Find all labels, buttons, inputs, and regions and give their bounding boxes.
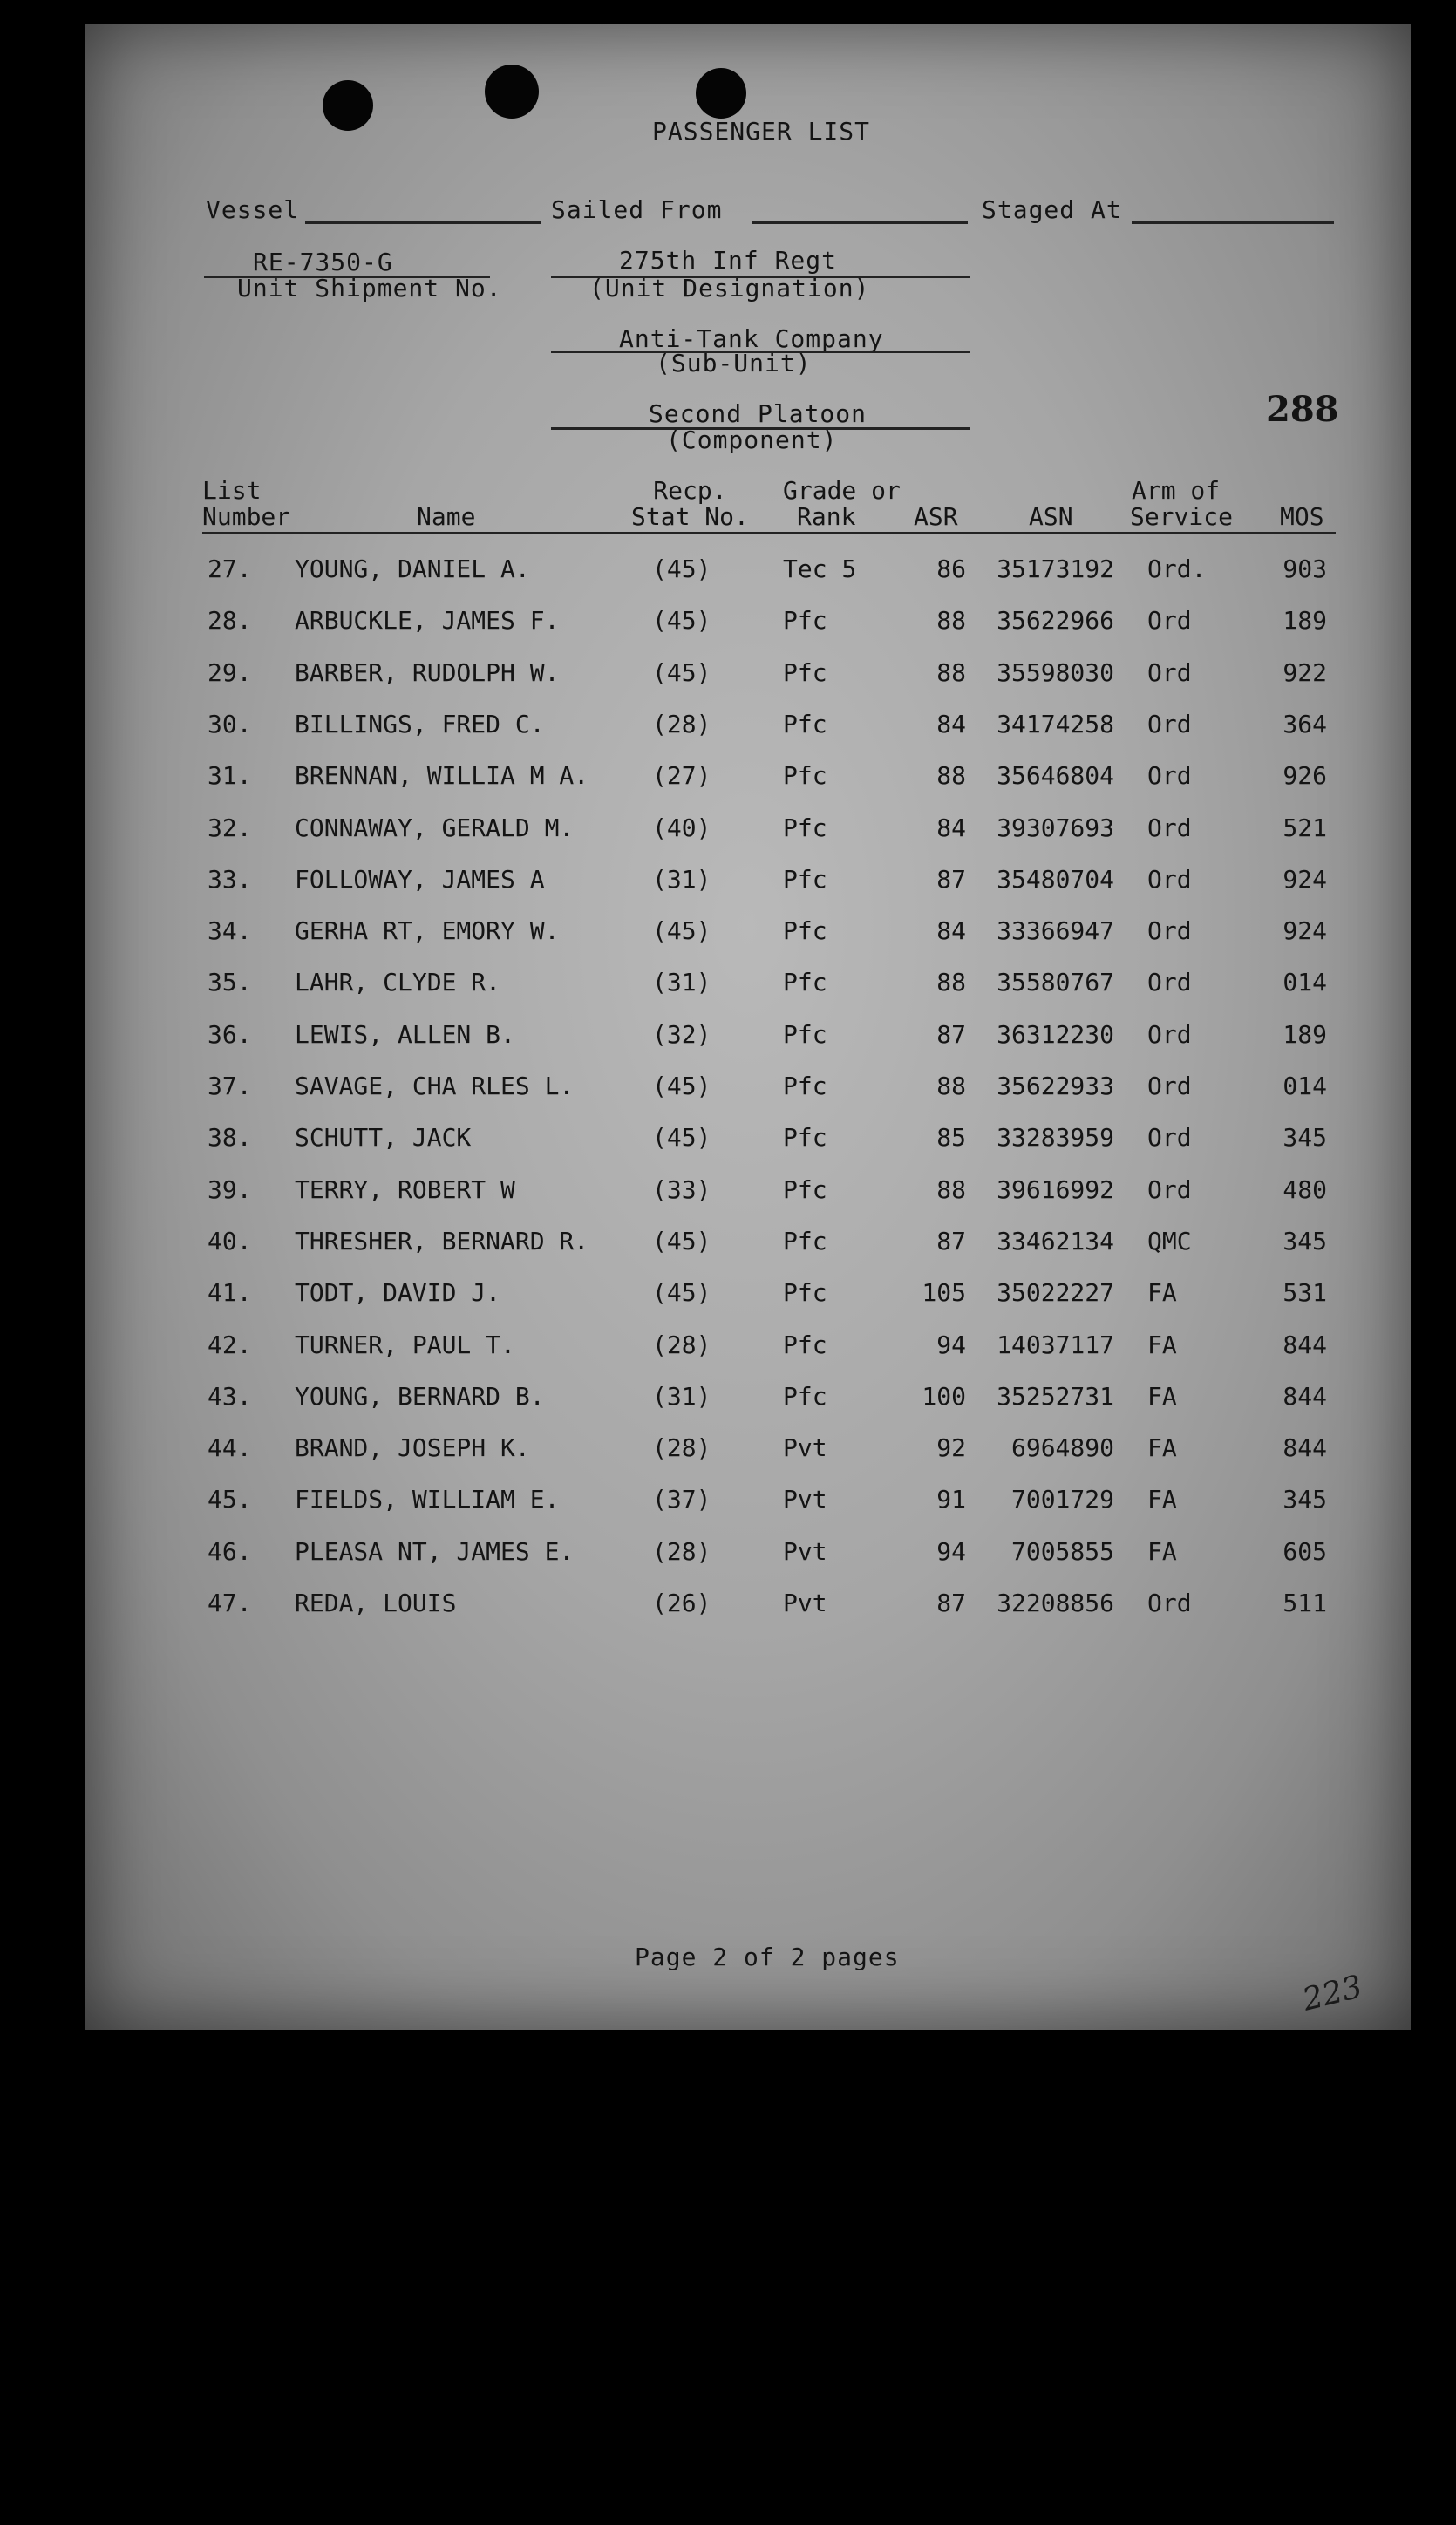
row-grade-rank: Pvt [783, 1485, 827, 1514]
row-arm-of-service: Ord [1147, 761, 1192, 791]
row-asr: 100 [922, 1381, 966, 1411]
row-grade-rank: Pfc [783, 916, 827, 946]
row-arm-of-service: Ord [1147, 1174, 1192, 1204]
row-grade-rank: Pfc [783, 1019, 827, 1049]
header-underline [202, 532, 1336, 534]
row-arm-of-service: Ord [1147, 968, 1192, 997]
row-grade-rank: Pfc [783, 1278, 827, 1308]
row-recp-stat: (28) [652, 709, 711, 738]
row-mos: 014 [1283, 968, 1327, 997]
col-grade-rank: Grade or Rank [783, 476, 901, 531]
row-mos: 926 [1283, 761, 1327, 791]
row-arm-of-service: Ord [1147, 606, 1192, 636]
table-row [85, 555, 1411, 589]
row-name: REDA, LOUIS [295, 1589, 457, 1617]
row-mos: 364 [1283, 709, 1327, 738]
unit-designation-label: (Unit Designation) [589, 274, 870, 303]
table-row [85, 606, 1411, 641]
row-grade-rank: Pfc [783, 813, 827, 842]
row-asn: 32208856 [997, 1589, 1114, 1617]
staged-at-label: Staged At [982, 195, 1122, 224]
row-asn: 33366947 [997, 916, 1114, 946]
row-number: 33. [208, 864, 252, 894]
row-asn: 35646804 [997, 761, 1114, 791]
row-mos: 924 [1283, 864, 1327, 894]
row-grade-rank: Pfc [783, 761, 827, 791]
unit-shipment-value: RE-7350-G [253, 248, 393, 276]
row-name: LEWIS, ALLEN B. [295, 1019, 515, 1049]
row-recp-stat: (33) [652, 1174, 711, 1204]
row-number: 30. [208, 709, 252, 738]
table-row [85, 1537, 1411, 1572]
row-recp-stat: (31) [652, 968, 711, 997]
row-arm-of-service: Ord [1147, 657, 1192, 687]
row-recp-stat: (45) [652, 555, 711, 583]
col-name: Name [417, 502, 476, 531]
row-recp-stat: (45) [652, 1226, 711, 1256]
table-row [85, 658, 1411, 693]
row-number: 37. [208, 1072, 252, 1100]
row-recp-stat: (45) [652, 1278, 711, 1308]
row-grade-rank: Pfc [783, 968, 827, 997]
row-asr: 87 [936, 1589, 966, 1617]
row-arm-of-service: Ord [1147, 813, 1192, 842]
row-asn: 35252731 [997, 1381, 1114, 1411]
row-name: YOUNG, DANIEL A. [295, 555, 530, 583]
row-asr: 85 [936, 1123, 966, 1153]
row-asn: 34174258 [997, 709, 1114, 738]
row-asr: 94 [936, 1536, 966, 1566]
row-asr: 86 [936, 555, 966, 583]
sub-unit-label: (Sub-Unit) [656, 349, 812, 378]
row-arm-of-service: QMC [1147, 1226, 1192, 1256]
table-row [85, 1382, 1411, 1417]
punch-hole-center [485, 65, 539, 119]
row-mos: 189 [1283, 1019, 1327, 1049]
punch-hole-left [323, 80, 373, 131]
row-grade-rank: Pfc [783, 709, 827, 738]
row-mos: 189 [1283, 606, 1327, 636]
row-name: BRAND, JOSEPH K. [295, 1433, 530, 1463]
row-mos: 605 [1283, 1536, 1327, 1566]
row-recp-stat: (28) [652, 1433, 711, 1463]
row-number: 43. [208, 1381, 252, 1411]
col-list-number: List Number [202, 476, 291, 531]
row-number: 29. [208, 657, 252, 687]
row-mos: 844 [1283, 1330, 1327, 1359]
row-number: 34. [208, 916, 252, 946]
component-label: (Component) [666, 425, 838, 454]
row-asn: 35173192 [997, 555, 1114, 583]
col-arm-of-service: Arm of Service [1130, 476, 1234, 531]
row-asn: 36312230 [997, 1019, 1114, 1049]
row-grade-rank: Pfc [783, 1123, 827, 1153]
row-asn: 35022227 [997, 1278, 1114, 1308]
row-grade-rank: Pfc [783, 1226, 827, 1256]
row-number: 27. [208, 555, 252, 583]
row-arm-of-service: FA [1147, 1278, 1177, 1308]
row-grade-rank: Pfc [783, 1174, 827, 1204]
table-row [85, 1433, 1411, 1468]
row-asn: 35580767 [997, 968, 1114, 997]
row-mos: 521 [1283, 813, 1327, 842]
row-mos: 345 [1283, 1123, 1327, 1153]
row-grade-rank: Pfc [783, 1072, 827, 1100]
col-recp-stat: Recp. Stat No. [631, 476, 749, 531]
row-asr: 88 [936, 761, 966, 791]
row-grade-rank: Pfc [783, 864, 827, 894]
row-name: ARBUCKLE, JAMES F. [295, 606, 560, 636]
row-arm-of-service: FA [1147, 1330, 1177, 1359]
row-number: 36. [208, 1019, 252, 1049]
row-name: SCHUTT, JACK [295, 1123, 472, 1153]
row-name: BRENNAN, WILLIA M A. [295, 761, 589, 791]
row-name: SAVAGE, CHA RLES L. [295, 1072, 575, 1100]
row-mos: 922 [1283, 657, 1327, 687]
document-title: PASSENGER LIST [652, 117, 871, 146]
row-name: FOLLOWAY, JAMES A [295, 864, 545, 894]
row-recp-stat: (45) [652, 657, 711, 687]
row-name: TURNER, PAUL T. [295, 1330, 515, 1359]
row-number: 38. [208, 1123, 252, 1153]
row-asn: 14037117 [997, 1330, 1114, 1359]
row-asn: 39616992 [997, 1174, 1114, 1204]
row-arm-of-service: Ord [1147, 1072, 1192, 1100]
row-arm-of-service: Ord [1147, 916, 1192, 946]
col-asr: ASR [914, 502, 958, 531]
table-row [85, 1123, 1411, 1158]
row-recp-stat: (37) [652, 1485, 711, 1514]
row-mos: 924 [1283, 916, 1327, 946]
row-mos: 531 [1283, 1278, 1327, 1308]
row-arm-of-service: FA [1147, 1485, 1177, 1514]
row-grade-rank: Pvt [783, 1536, 827, 1566]
sailed-from-blank-line [752, 221, 968, 224]
row-arm-of-service: FA [1147, 1381, 1177, 1411]
row-asr: 87 [936, 1226, 966, 1256]
table-row [85, 1020, 1411, 1055]
row-number: 28. [208, 606, 252, 636]
row-arm-of-service: Ord [1147, 1019, 1192, 1049]
page-footer: Page 2 of 2 pages [635, 1943, 900, 1971]
staged-at-blank-line [1132, 221, 1334, 224]
row-number: 31. [208, 761, 252, 791]
table-row [85, 1485, 1411, 1520]
row-recp-stat: (27) [652, 761, 711, 791]
row-arm-of-service: Ord [1147, 1589, 1192, 1617]
punch-hole-right [696, 68, 746, 119]
table-row [85, 813, 1411, 848]
table-row [85, 1589, 1411, 1623]
row-name: BILLINGS, FRED C. [295, 709, 545, 738]
row-name: TODT, DAVID J. [295, 1278, 501, 1308]
row-name: CONNAWAY, GERALD M. [295, 813, 575, 842]
row-recp-stat: (45) [652, 1123, 711, 1153]
row-name: PLEASA NT, JAMES E. [295, 1536, 575, 1566]
row-name: THRESHER, BERNARD R. [295, 1226, 589, 1256]
row-name: YOUNG, BERNARD B. [295, 1381, 545, 1411]
row-arm-of-service: FA [1147, 1433, 1177, 1463]
row-grade-rank: Pfc [783, 657, 827, 687]
row-recp-stat: (45) [652, 1072, 711, 1100]
row-grade-rank: Tec 5 [783, 555, 857, 583]
row-grade-rank: Pfc [783, 1381, 827, 1411]
table-row [85, 1175, 1411, 1210]
row-recp-stat: (32) [652, 1019, 711, 1049]
row-number: 45. [208, 1485, 252, 1514]
row-asn: 33283959 [997, 1123, 1114, 1153]
row-asr: 84 [936, 709, 966, 738]
row-mos: 014 [1283, 1072, 1327, 1100]
row-number: 47. [208, 1589, 252, 1617]
row-asn: 7001729 [1010, 1485, 1114, 1514]
row-arm-of-service: Ord. [1147, 555, 1207, 583]
row-arm-of-service: Ord [1147, 864, 1192, 894]
row-name: GERHA RT, EMORY W. [295, 916, 560, 946]
row-asn: 35622933 [997, 1072, 1114, 1100]
row-number: 44. [208, 1433, 252, 1463]
row-asn: 33462134 [997, 1226, 1114, 1256]
table-row [85, 761, 1411, 796]
row-asr: 88 [936, 1174, 966, 1204]
row-asn: 6964890 [1010, 1433, 1114, 1463]
row-asr: 88 [936, 1072, 966, 1100]
row-grade-rank: Pfc [783, 1330, 827, 1359]
row-recp-stat: (28) [652, 1536, 711, 1566]
row-asn: 35622966 [997, 606, 1114, 636]
row-arm-of-service: FA [1147, 1536, 1177, 1566]
table-row [85, 916, 1411, 951]
row-asr: 88 [936, 606, 966, 636]
row-asr: 87 [936, 864, 966, 894]
row-recp-stat: (45) [652, 606, 711, 636]
row-name: TERRY, ROBERT W [295, 1174, 515, 1204]
row-asr: 92 [936, 1433, 966, 1463]
col-mos: MOS [1280, 502, 1324, 531]
row-number: 35. [208, 968, 252, 997]
row-asr: 88 [936, 968, 966, 997]
unit-shipment-label: Unit Shipment No. [237, 274, 502, 303]
row-asn: 39307693 [997, 813, 1114, 842]
row-asr: 105 [922, 1278, 966, 1308]
corner-annotation: 223 [1299, 1969, 1366, 2018]
row-mos: 903 [1283, 555, 1327, 583]
row-arm-of-service: Ord [1147, 709, 1192, 738]
table-row [85, 710, 1411, 745]
table-row [85, 1278, 1411, 1313]
row-asr: 88 [936, 657, 966, 687]
table-row [85, 1227, 1411, 1262]
row-mos: 345 [1283, 1485, 1327, 1514]
row-number: 42. [208, 1330, 252, 1359]
row-recp-stat: (26) [652, 1589, 711, 1617]
row-grade-rank: Pfc [783, 606, 827, 636]
vessel-blank-line [305, 221, 541, 224]
row-mos: 511 [1283, 1589, 1327, 1617]
row-mos: 844 [1283, 1433, 1327, 1463]
row-number: 41. [208, 1278, 252, 1308]
row-arm-of-service: Ord [1147, 1123, 1192, 1153]
row-grade-rank: Pvt [783, 1433, 827, 1463]
row-name: FIELDS, WILLIAM E. [295, 1485, 560, 1514]
row-recp-stat: (45) [652, 916, 711, 946]
row-asr: 91 [936, 1485, 966, 1514]
row-asn: 7005855 [1010, 1536, 1114, 1566]
col-asn: ASN [1029, 502, 1073, 531]
table-row [85, 1331, 1411, 1365]
row-number: 46. [208, 1536, 252, 1566]
sub-unit-value: Anti-Tank Company [619, 324, 884, 353]
row-mos: 345 [1283, 1226, 1327, 1256]
row-recp-stat: (40) [652, 813, 711, 842]
row-asr: 87 [936, 1019, 966, 1049]
row-recp-stat: (31) [652, 864, 711, 894]
component-value: Second Platoon [649, 399, 867, 428]
row-grade-rank: Pvt [783, 1589, 827, 1617]
row-number: 39. [208, 1174, 252, 1204]
row-asn: 35598030 [997, 657, 1114, 687]
table-row [85, 865, 1411, 900]
handwritten-page-number: 288 [1266, 389, 1339, 430]
row-name: BARBER, RUDOLPH W. [295, 657, 560, 687]
table-row [85, 968, 1411, 1003]
document-page [85, 24, 1411, 2030]
row-asr: 84 [936, 916, 966, 946]
row-number: 32. [208, 813, 252, 842]
row-recp-stat: (31) [652, 1381, 711, 1411]
vessel-label: Vessel [206, 195, 300, 224]
row-asr: 94 [936, 1330, 966, 1359]
row-mos: 844 [1283, 1381, 1327, 1411]
row-asn: 35480704 [997, 864, 1114, 894]
row-number: 40. [208, 1226, 252, 1256]
row-asr: 84 [936, 813, 966, 842]
table-row [85, 1072, 1411, 1106]
sailed-from-label: Sailed From [551, 195, 723, 224]
row-name: LAHR, CLYDE R. [295, 968, 501, 997]
row-mos: 480 [1283, 1174, 1327, 1204]
row-recp-stat: (28) [652, 1330, 711, 1359]
unit-designation-value: 275th Inf Regt [619, 246, 838, 275]
